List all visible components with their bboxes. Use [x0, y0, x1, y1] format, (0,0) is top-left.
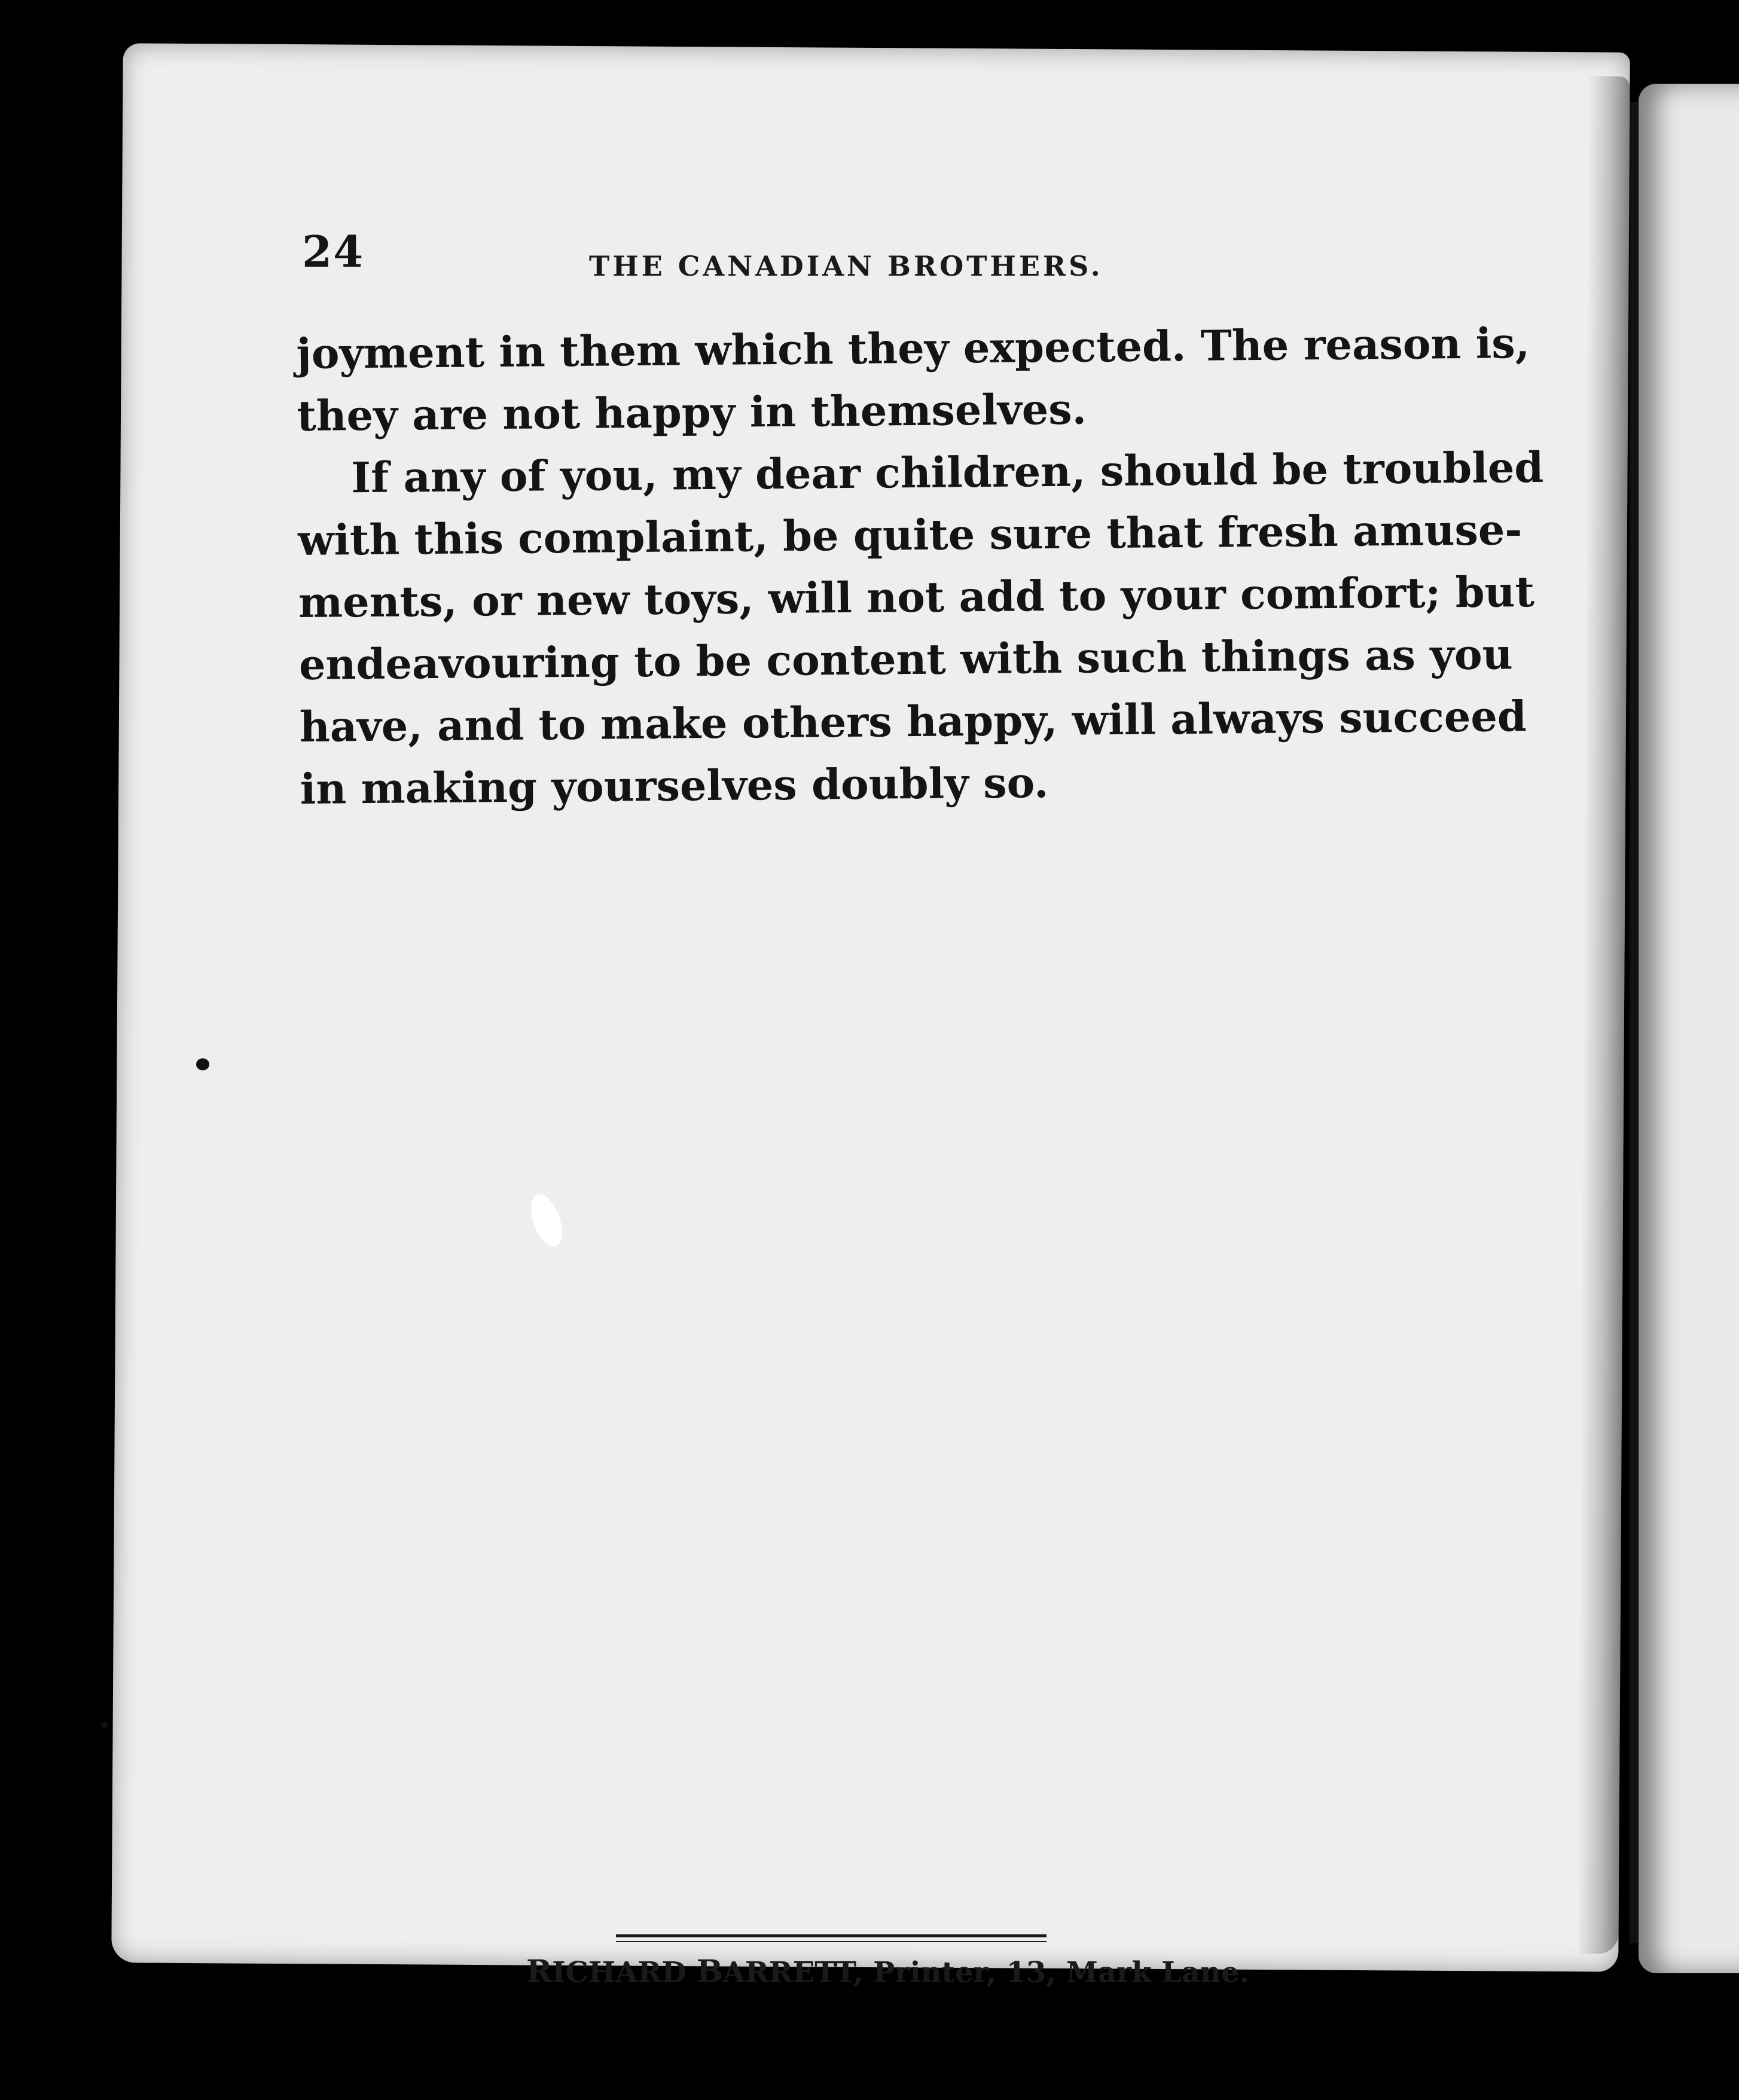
page-header: [302, 226, 1151, 292]
text-line: in making yourselves doubly so.: [300, 758, 1049, 814]
binding-gutter: [1630, 102, 1638, 1943]
text-line: have, and to make others happy, will always succeed: [299, 691, 1527, 752]
text-line: joyment in them which they expected. The reason is,: [296, 318, 1530, 379]
imprint-rest: , Printer, 13, Mark Lane.: [853, 1956, 1250, 1989]
page-number: 24: [302, 226, 365, 277]
text-line: ments, or new toys, will not add to your comfort; but: [298, 566, 1535, 627]
ink-speck: [102, 1722, 108, 1728]
imprint-name-rest: ICHARD: [552, 1956, 687, 1989]
imprint-rule: [616, 1934, 1047, 1937]
ink-speck: [196, 1058, 209, 1070]
imprint-initial: R: [526, 1954, 553, 1990]
running-head: THE CANADIAN BROTHERS.: [589, 250, 1103, 282]
body-text: [296, 313, 1544, 820]
imprint-rule-thin: [616, 1941, 1047, 1942]
text-line: they are not happy in themselves.: [296, 384, 1087, 441]
facing-page-edge: [1639, 84, 1739, 1973]
imprint-initial: B: [696, 1954, 723, 1990]
printer-imprint: [526, 1954, 1249, 1990]
imprint-name-rest: ARRETT: [722, 1956, 853, 1989]
text-line: with this complaint, be quite sure that fresh amuse-: [297, 505, 1523, 565]
text-line: endeavouring to be content with such things as you: [298, 629, 1513, 689]
text-line: If any of you, my dear children, should be troubled: [350, 442, 1544, 503]
